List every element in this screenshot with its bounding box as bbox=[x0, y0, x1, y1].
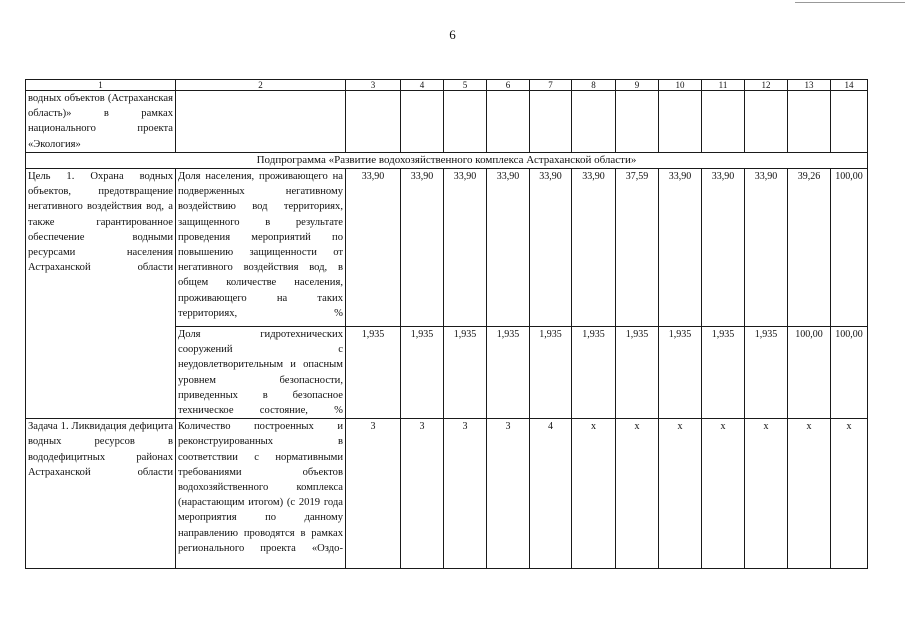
task-indicator-row bbox=[26, 419, 868, 569]
indicator-value: 33,90 bbox=[745, 169, 788, 327]
indicator-text: Доля населения, проживающего на подверженных негативному воздействию вод территориях, защищенного в результате проведения мероприятий по повышению защищенности от негативного воздействия вод, в общем количестве населения, проживающего на таких территориях, % bbox=[176, 169, 346, 327]
indicator-text: Количество построенных и реконструированных в соответствии с нормативными требованиями объектов водохозяйственного комплекса (нарастающим итогом) (с 2019 года мероприятия по данному направлению проводятся в рамках регионального проекта «Оздо- bbox=[176, 419, 346, 569]
indicator-value: 1,935 bbox=[444, 327, 487, 419]
column-number: 13 bbox=[788, 80, 831, 91]
column-number: 10 bbox=[659, 80, 702, 91]
indicator-value: 39,26 bbox=[788, 169, 831, 327]
column-number: 1 bbox=[26, 80, 176, 91]
indicators-table bbox=[25, 79, 868, 569]
indicator-text: Доля гидротехнических сооружений с неудовлетворительным и опасным уровнем безопасности, приведенных в безопасное техническое состояние, % bbox=[176, 327, 346, 419]
column-number: 12 bbox=[745, 80, 788, 91]
continuation-cell: водных объектов (Астраханская область)» в рамках национального проекта «Экология» bbox=[26, 91, 176, 153]
indicator-value: х bbox=[616, 419, 659, 569]
indicator-value: 33,90 bbox=[572, 169, 616, 327]
column-number: 5 bbox=[444, 80, 487, 91]
indicator-value: 1,935 bbox=[401, 327, 444, 419]
column-number: 3 bbox=[346, 80, 401, 91]
indicator-value: 4 bbox=[530, 419, 572, 569]
task-cell: Задача 1. Ликвидация дефицита водных ресурсов в вододефицитных районах Астраханской области bbox=[26, 419, 176, 569]
column-number: 11 bbox=[702, 80, 745, 91]
indicator-value: 33,90 bbox=[346, 169, 401, 327]
column-number: 8 bbox=[572, 80, 616, 91]
page-number: 6 bbox=[449, 27, 456, 42]
column-number: 14 bbox=[831, 80, 868, 91]
column-number: 7 bbox=[530, 80, 572, 91]
indicator-value: 33,90 bbox=[702, 169, 745, 327]
column-number: 2 bbox=[176, 80, 346, 91]
subprogram-title: Подпрограмма «Развитие водохозяйственного комплекса Астраханской области» bbox=[26, 152, 868, 168]
goal-indicator-row bbox=[26, 169, 868, 327]
indicator-value: 1,935 bbox=[530, 327, 572, 419]
indicator-value: 3 bbox=[346, 419, 401, 569]
indicator-value: 100,00 bbox=[788, 327, 831, 419]
indicator-value: 33,90 bbox=[530, 169, 572, 327]
indicator-value: 1,935 bbox=[346, 327, 401, 419]
indicator-value: 33,90 bbox=[401, 169, 444, 327]
indicator-value: 1,935 bbox=[572, 327, 616, 419]
indicator-value: 3 bbox=[444, 419, 487, 569]
indicator-value: 33,90 bbox=[487, 169, 530, 327]
column-number: 6 bbox=[487, 80, 530, 91]
indicator-value: х bbox=[572, 419, 616, 569]
scan-edge-line bbox=[795, 2, 905, 3]
indicator-value: 33,90 bbox=[659, 169, 702, 327]
indicator-value: 1,935 bbox=[616, 327, 659, 419]
indicator-value: 37,59 bbox=[616, 169, 659, 327]
indicator-value: 3 bbox=[401, 419, 444, 569]
indicator-value: х bbox=[831, 419, 868, 569]
indicator-value: х bbox=[745, 419, 788, 569]
continuation-row bbox=[26, 91, 868, 153]
column-number: 4 bbox=[401, 80, 444, 91]
indicator-value: х bbox=[788, 419, 831, 569]
subprogram-row bbox=[26, 152, 868, 168]
column-number: 9 bbox=[616, 80, 659, 91]
indicator-value: 100,00 bbox=[831, 327, 868, 419]
indicator-value: х bbox=[702, 419, 745, 569]
indicator-value: х bbox=[659, 419, 702, 569]
indicator-value: 1,935 bbox=[745, 327, 788, 419]
column-number-row bbox=[26, 80, 868, 91]
goal-cell: Цель 1. Охрана водных объектов, предотвращение негативного воздействия вод, а также гарантированное обеспечение водными ресурсами населения Астраханской области bbox=[26, 169, 176, 419]
indicator-value: 1,935 bbox=[487, 327, 530, 419]
indicator-value: 1,935 bbox=[659, 327, 702, 419]
indicator-value: 3 bbox=[487, 419, 530, 569]
indicator-value: 1,935 bbox=[702, 327, 745, 419]
indicator-value: 100,00 bbox=[831, 169, 868, 327]
indicator-value: 33,90 bbox=[444, 169, 487, 327]
